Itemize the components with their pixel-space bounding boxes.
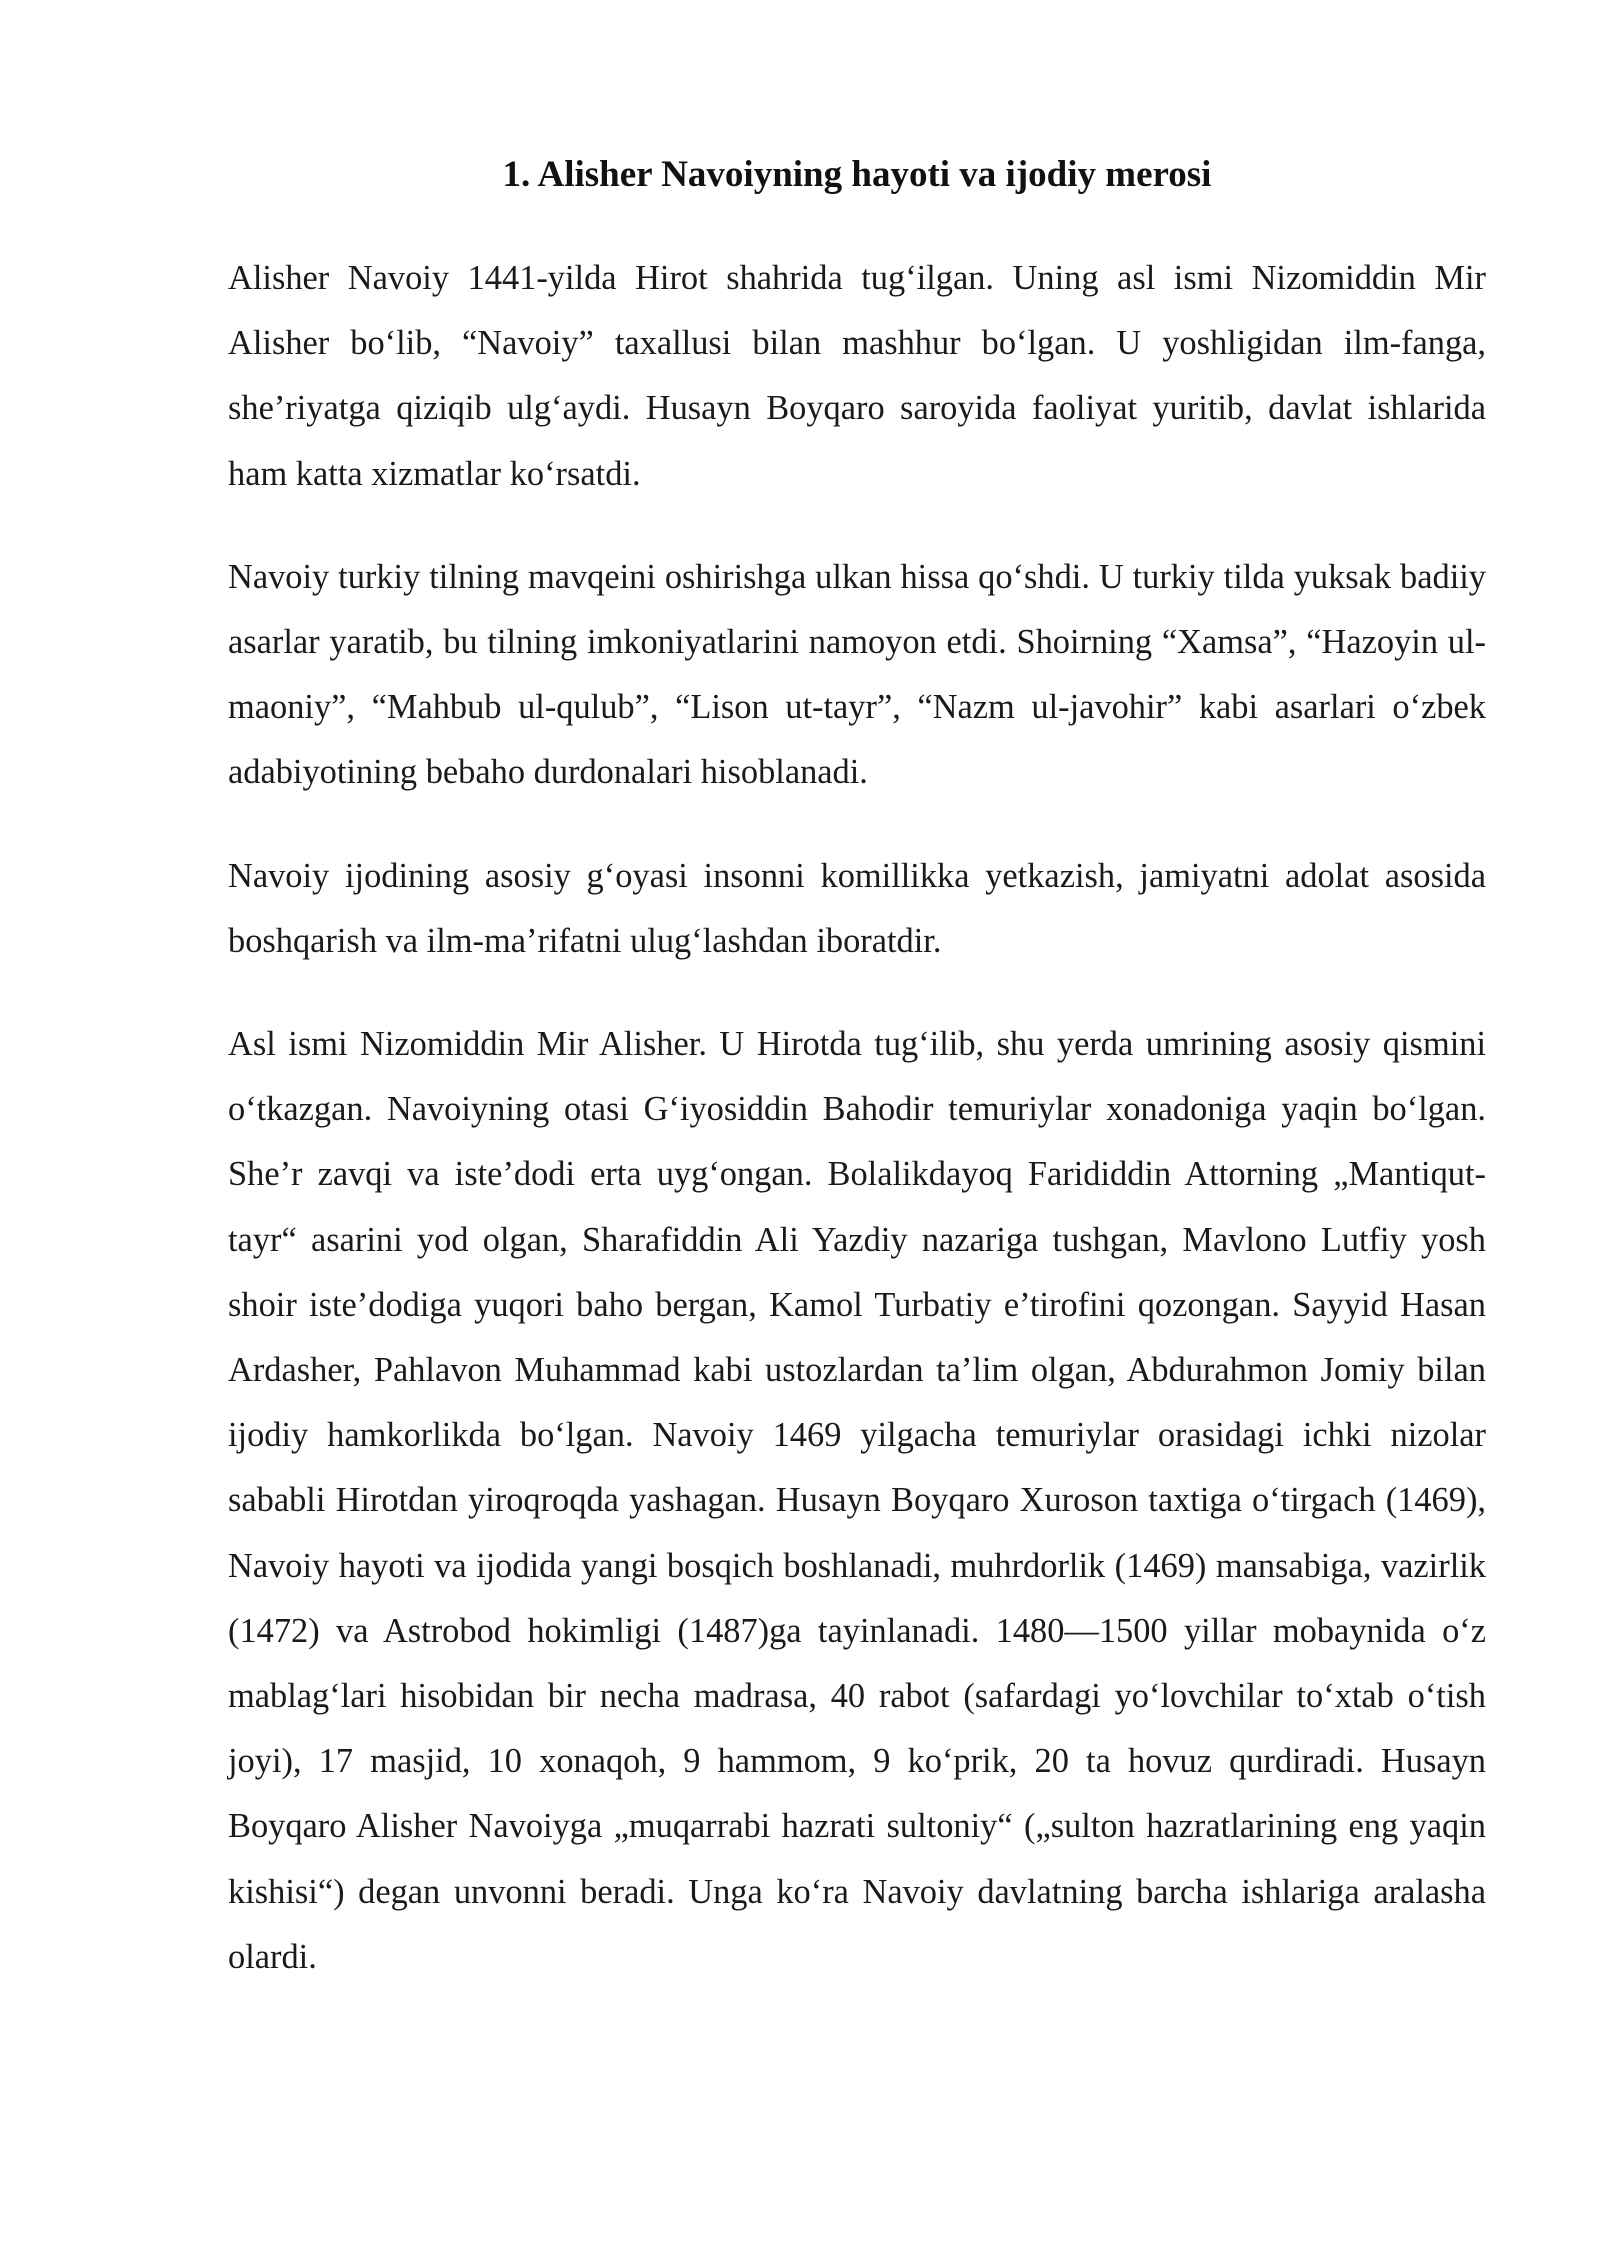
paragraph-biography-intro: Alisher Navoiy 1441-yilda Hirot shahrida tug‘ilgan. Uning asl ismi Nizomiddin Mir Alisher bo‘lib, “Navoiy” taxallusi bilan mashhur bo‘lgan. U yoshligidan ilm-fanga, she’riyatga qiziqib ulg‘aydi. Husayn Boyqaro saroyida faoliyat yuritib, davlat ishlarida ham katta xizmatlar ko‘rsatdi.: [228, 259, 1486, 493]
document-title: 1. Alisher Navoiyning hayoti va ijodiy merosi: [502, 154, 1212, 195]
paragraph-turkic-language: Navoiy turkiy tilning mavqeini oshirishga ulkan hissa qo‘shdi. U turkiy tilda yuksak badiiy asarlar yaratib, bu tilning imkoniyatlarini namoyon etdi. Shoirning “Xamsa”, “Hazoyin ul-maoniy”, “Mahbub ul-qulub”, “Lison ut-tayr”, “Nazm ul-javohir” kabi asarlari o‘zbek adabiyotining bebaho durdonalari hisoblanadi.: [228, 557, 1486, 792]
paragraph-detailed-biography: Asl ismi Nizomiddin Mir Alisher. U Hirotda tug‘ilib, shu yerda umrining asosiy qismini o‘tkazgan. Navoiyning otasi G‘iyosiddin Bahodir temuriylar xonadoniga yaqin bo‘lgan. She’r zavqi va iste’dodi erta uyg‘ongan. Bolalikdayoq Farididdin Attorning „Mantiqut-tayr“ asarini yod olgan, Sharafiddin Ali Yazdiy nazariga tushgan, Mavlono Lutfiy yosh shoir iste’dodiga yuqori baho bergan, Kamol Turbatiy e’tirofini qozongan. Sayyid Hasan Ardasher, Pahlavon Muhammad kabi ustozlardan ta’lim olgan, Abdurahmon Jomiy bilan ijodiy hamkorlikda bo‘lgan. Navoiy 1469 yilgacha temuriylar orasidagi ichki nizolar sababli Hirotdan yiroqroqda yashagan. Husayn Boyqaro Xuroson taxtiga o‘tirgach (1469), Navoiy hayoti va ijodida yangi bosqich boshlanadi, muhrdorlik (1469) mansabiga, vazirlik (1472) va Astrobod hokimligi (1487)ga tayinlanadi. 1480—1500 yillar mobaynida o‘z mablag‘lari hisobidan bir necha madrasa, 40 rabot (safardagi yo‘lovchilar to‘xtab o‘tish joyi), 17 masjid, 10 xonaqoh, 9 hammom, 9 ko‘prik, 20 ta hovuz qurdiradi. Husayn Boyqaro Alisher Navoiyga „muqarrabi hazrati sultoniy“ („sulton hazratlarining eng yaqin kishisi“) degan unvonni beradi. Unga ko‘ra Navoiy davlatning barcha ishlariga aralasha olardi.: [228, 1025, 1486, 1976]
paragraph-main-idea: Navoiy ijodining asosiy g‘oyasi insonni komillikka yetkazish, jamiyatni adolat asosida boshqarish va ilm-ma’rifatni ulug‘lashdan iboratdir.: [228, 856, 1486, 960]
document-body: [228, 246, 1486, 2028]
